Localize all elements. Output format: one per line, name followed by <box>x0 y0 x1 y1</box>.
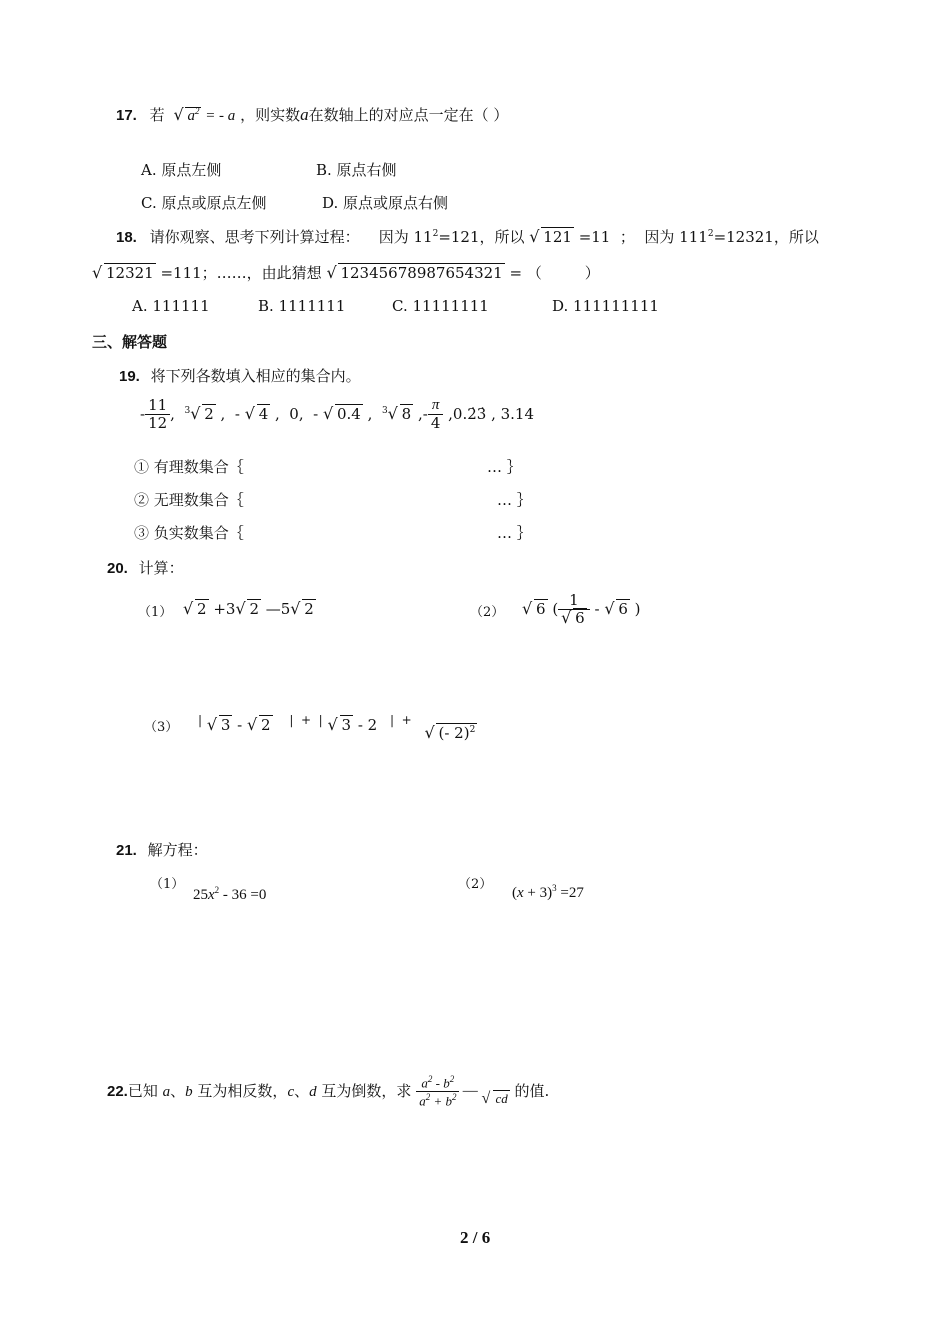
q19-set-rational <box>134 456 534 477</box>
page-number: 2 / 6 <box>460 1228 491 1247</box>
q19-set-irrational <box>134 489 534 510</box>
q19-set-rational-end: … ｝ <box>487 458 522 476</box>
q18-line2: √ 12321 =111；……，由此猜想 √ 12345678987654321 = （ ） <box>92 262 600 283</box>
q21 <box>116 839 208 860</box>
q17-option-d: D. 原点或原点右侧 <box>322 194 449 212</box>
q20-part1-expr: √ 2 +3√ 2 —5√ 2 <box>183 600 316 618</box>
q19 <box>119 365 361 386</box>
q18-option-a: A. 111111 <box>132 297 210 315</box>
q17-option-c: C. 原点或原点左侧 <box>141 194 267 212</box>
q19-set-negative <box>134 522 534 543</box>
q18-number: 18. <box>116 229 137 246</box>
q18-option-b: B. 1111111 <box>258 297 346 315</box>
q21-number: 21. <box>116 842 137 859</box>
q17-text-c: 在数轴上的对应点一定在（ ） <box>308 106 509 124</box>
q20-part3-label: （3） <box>144 720 179 735</box>
q19-set-negative-end: … ｝ <box>497 524 532 542</box>
q22-text-a: 已知 a、b 互为相反数，c、d 互为倒数，求 <box>127 1081 412 1100</box>
q20 <box>107 557 184 578</box>
q18-option-c: C. 11111111 <box>392 297 489 315</box>
q21-text: 解方程： <box>147 841 208 859</box>
q21-part1-label: （1） <box>150 877 185 892</box>
q17-number: 17. <box>116 107 137 124</box>
q21-part1-expr: $25x^2 - 36 =0$ <box>193 885 267 903</box>
q20-number: 20. <box>107 560 128 577</box>
q17-option-a: A. 原点左侧 <box>141 161 222 179</box>
q20-part2-expr: √ 6 ( 1 √ 6 - √ 6 ) <box>522 592 641 628</box>
q17-text-a: 若 <box>149 106 165 124</box>
q17 <box>116 104 508 134</box>
q22 <box>107 1074 549 1110</box>
q20-part1-label: （1） <box>138 605 173 620</box>
q18-option-d: D. 111111111 <box>552 297 659 315</box>
q17-text-b: ，则实数 <box>240 106 301 124</box>
q19-number: 19. <box>119 368 140 385</box>
section-title: 三、解答题 <box>92 334 168 351</box>
q22-expr: $\frac{a^2 - b^2}{a^2 + b^2}$ — √ cd <box>416 1074 510 1110</box>
q21-part2-expr: $(x + 3)^3 =27$ <box>512 883 584 901</box>
q22-text-b: 的值. <box>514 1081 550 1100</box>
q20-part2-label: （2） <box>470 605 505 620</box>
q19-set-negative-label: ③ 负实数集合｛ <box>134 524 244 542</box>
q20-part3-expr: | √ 3 - √ 2 | + | √ 3 - 2 | + √ (- 2)$^2$ <box>198 716 477 734</box>
q22-number: 22. <box>107 1082 128 1100</box>
q17-expr: √ $a^2$ = - a <box>173 106 240 124</box>
q19-set-irrational-end: … ｝ <box>497 491 532 509</box>
q19-set-irrational-label: ② 无理数集合｛ <box>134 491 244 509</box>
q18-line1-text: 请你观察、思考下列计算过程： 因为 $11^2=121$，所以 √ 121 =11 ； 因为 $111^2=12321$，所以 <box>150 228 819 246</box>
q18-line1 <box>116 226 819 247</box>
q17-option-b: B. 原点右侧 <box>316 161 397 179</box>
q19-text: 将下列各数填入相应的集合内。 <box>150 367 361 385</box>
q20-text: 计算： <box>138 559 184 577</box>
q19-numbers: - $\frac{11}{12}$ , $^3$√ 2 , - √ 4 , 0, - √ 0.4 , $^3$√ 8 ,- $\frac{\pi}{4}$ ,0.2̇3̇ , 3.14 <box>140 397 534 433</box>
q17-var: a <box>300 105 309 124</box>
q21-part2-label: （2） <box>458 877 493 892</box>
q19-set-rational-label: ① 有理数集合｛ <box>134 458 244 476</box>
